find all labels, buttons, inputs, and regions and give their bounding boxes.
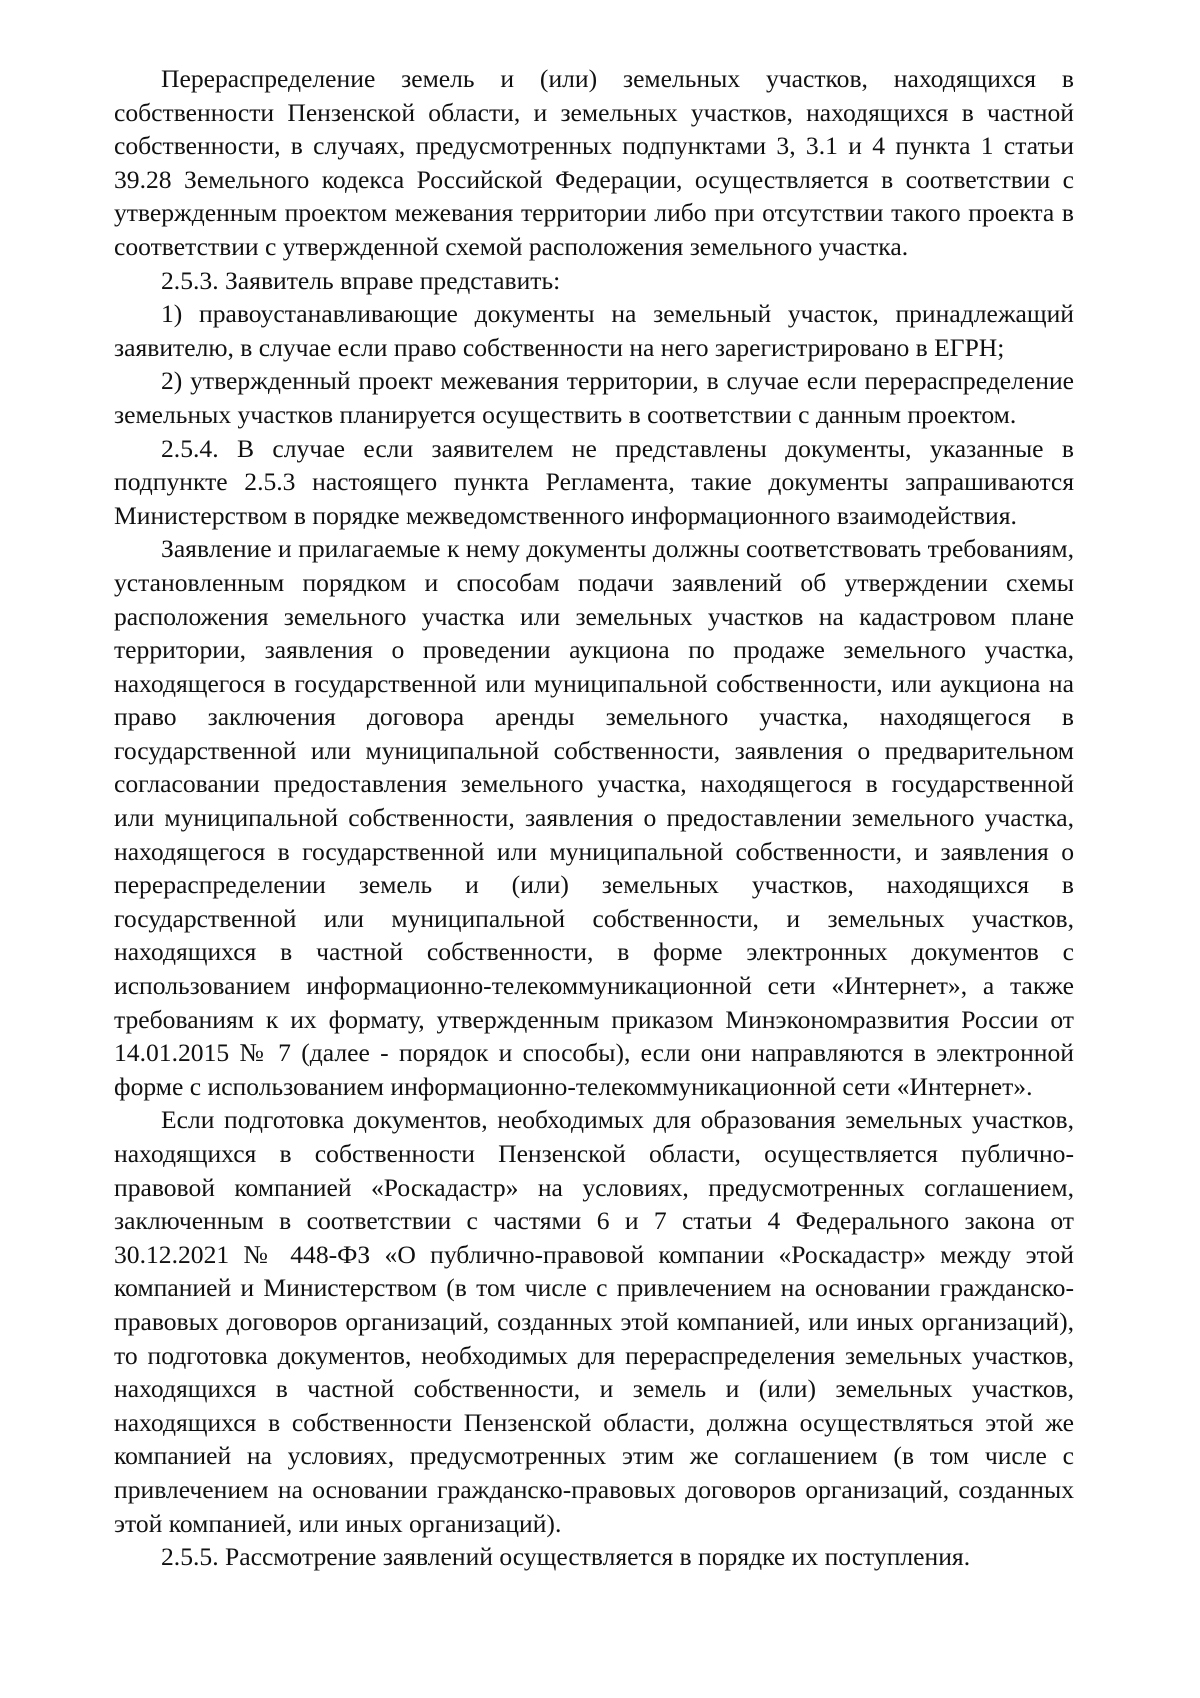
paragraph-2-5-3-item-2: 2) утвержденный проект межевания территории, в случае если перераспределение земельных участков планируется осуществить в соответствии с данным проектом. xyxy=(114,366,1074,429)
paragraph-roskadastr: Если подготовка документов, необходимых для образования земельных участков, находящихся в собственности Пензенской области, осуществляется публично-правовой компанией «Роскадастр» на условиях, предусмотренных соглашением, заключенным в соответствии с частями 6 и 7 статьи 4 Федерального закона от 30.12.2021 № 448-ФЗ «О публично-правовой компании «Роскадастр» между этой компанией и Министерством (в том числе с привлечением на основании гражданско-правовых договоров организаций, созданных этой компанией, или иных организаций), то подготовка документов, необходимых для перераспределения земельных участков, находящихся в частной собственности, и земель и (или) земельных участков, находящихся в собственности Пензенской области, должна осуществляться этой же компанией на условиях, предусмотренных этим же соглашением (в том числе с привлечением на основании гражданско-правовых договоров организаций, созданных этой компанией, или иных организаций). xyxy=(114,1105,1074,1538)
paragraph-redistribution-basis: Перераспределение земель и (или) земельных участков, находящихся в собственности Пензенской области, и земельных участков, находящихся в частной собственности, в случаях, предусмотренных подпунктами 3, 3.1 и 4 пункта 1 статьи 39.28 Земельного кодекса Российской Федерации, осуществляется в соответствии с утвержденным проектом межевания территории либо при отсутствии такого проекта в соответствии с утвержденной схемой расположения земельного участка. xyxy=(114,64,1074,261)
paragraph-application-requirements: Заявление и прилагаемые к нему документы должны соответствовать требованиям, установленным порядком и способам подачи заявлений об утверждении схемы расположения земельного участка или земельных участков на кадастровом плане территории, заявления о проведении аукциона по продаже земельного участка, находящегося в государственной или муниципальной собственности, или аукциона на право заключения договора аренды земельного участка, находящегося в государственной или муниципальной собственности, заявления о предварительном согласовании предоставления земельного участка, находящегося в государственной или муниципальной собственности, заявления о предоставлении земельного участка, находящегося в государственной или муниципальной собственности, и заявления о перераспределении земель и (или) земельных участков, находящихся в государственной или муниципальной собственности, и земельных участков, находящихся в частной собственности, в форме электронных документов с использованием информационно-телекоммуникационной сети «Интернет», а также требованиям к их формату, утвержденным приказом Минэкономразвития России от 14.01.2015 № 7 (далее - порядок и способы), если они направляются в электронной форме с использованием информационно-телекоммуникационной сети «Интернет». xyxy=(114,534,1074,1101)
paragraph-2-5-3-item-1: 1) правоустанавливающие документы на земельный участок, принадлежащий заявителю, в случае если право собственности на него зарегистрировано в ЕГРН; xyxy=(114,299,1074,362)
paragraph-2-5-5: 2.5.5. Рассмотрение заявлений осуществляется в порядке их поступления. xyxy=(161,1542,971,1572)
paragraph-2-5-4: 2.5.4. В случае если заявителем не представлены документы, указанные в подпункте 2.5.3 настоящего пункта Регламента, такие документы запрашиваются Министерством в порядке межведомственного информационного взаимодействия. xyxy=(114,433,1074,530)
document-page xyxy=(114,62,1074,1574)
paragraph-2-5-3-heading: 2.5.3. Заявитель вправе представить: xyxy=(161,265,561,295)
